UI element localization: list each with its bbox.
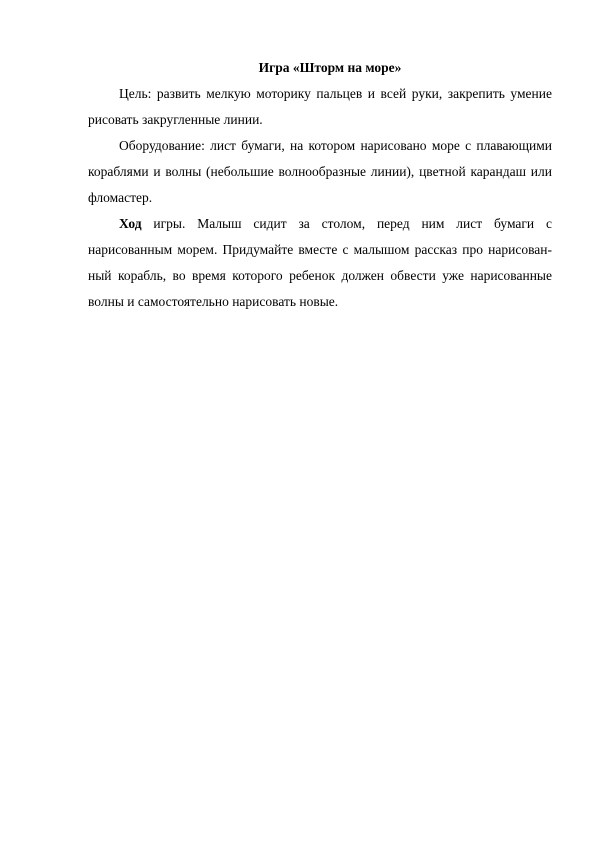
paragraph-procedure (88, 211, 552, 315)
paragraph-lead-word: Ход (119, 216, 142, 231)
paragraph-goal (88, 81, 552, 133)
paragraph-line: кораблями и волны (небольшие волнообразные линии), цветной карандаш или (88, 164, 552, 179)
paragraph-line: рисовать закругленные линии. (88, 112, 263, 127)
paragraph-line: Оборудование: лист бумаги, на котором нарисовано море с плавающими (119, 138, 552, 153)
paragraph-line: Цель: развить мелкую моторику пальцев и всей руки, закрепить умение (119, 86, 552, 101)
paragraph-line: волны и самостоятельно нарисовать новые. (88, 294, 339, 309)
paragraph-line-text: игры. Малыш сидит за столом, перед ним лист бумаги с (141, 216, 552, 231)
document-title: Игра «Шторм на море» (258, 60, 402, 75)
document-content (88, 55, 552, 315)
paragraph-line: фломастер. (88, 190, 153, 205)
paragraph-line-lead (88, 211, 552, 237)
paragraph-line: нарисованным морем. Придумайте вместе с малышом рассказ про нарисован- (88, 242, 552, 257)
paragraph-equipment (88, 133, 552, 211)
paragraph-line: ный корабль, во время которого ребенок должен обвести уже нарисованные (88, 268, 552, 283)
